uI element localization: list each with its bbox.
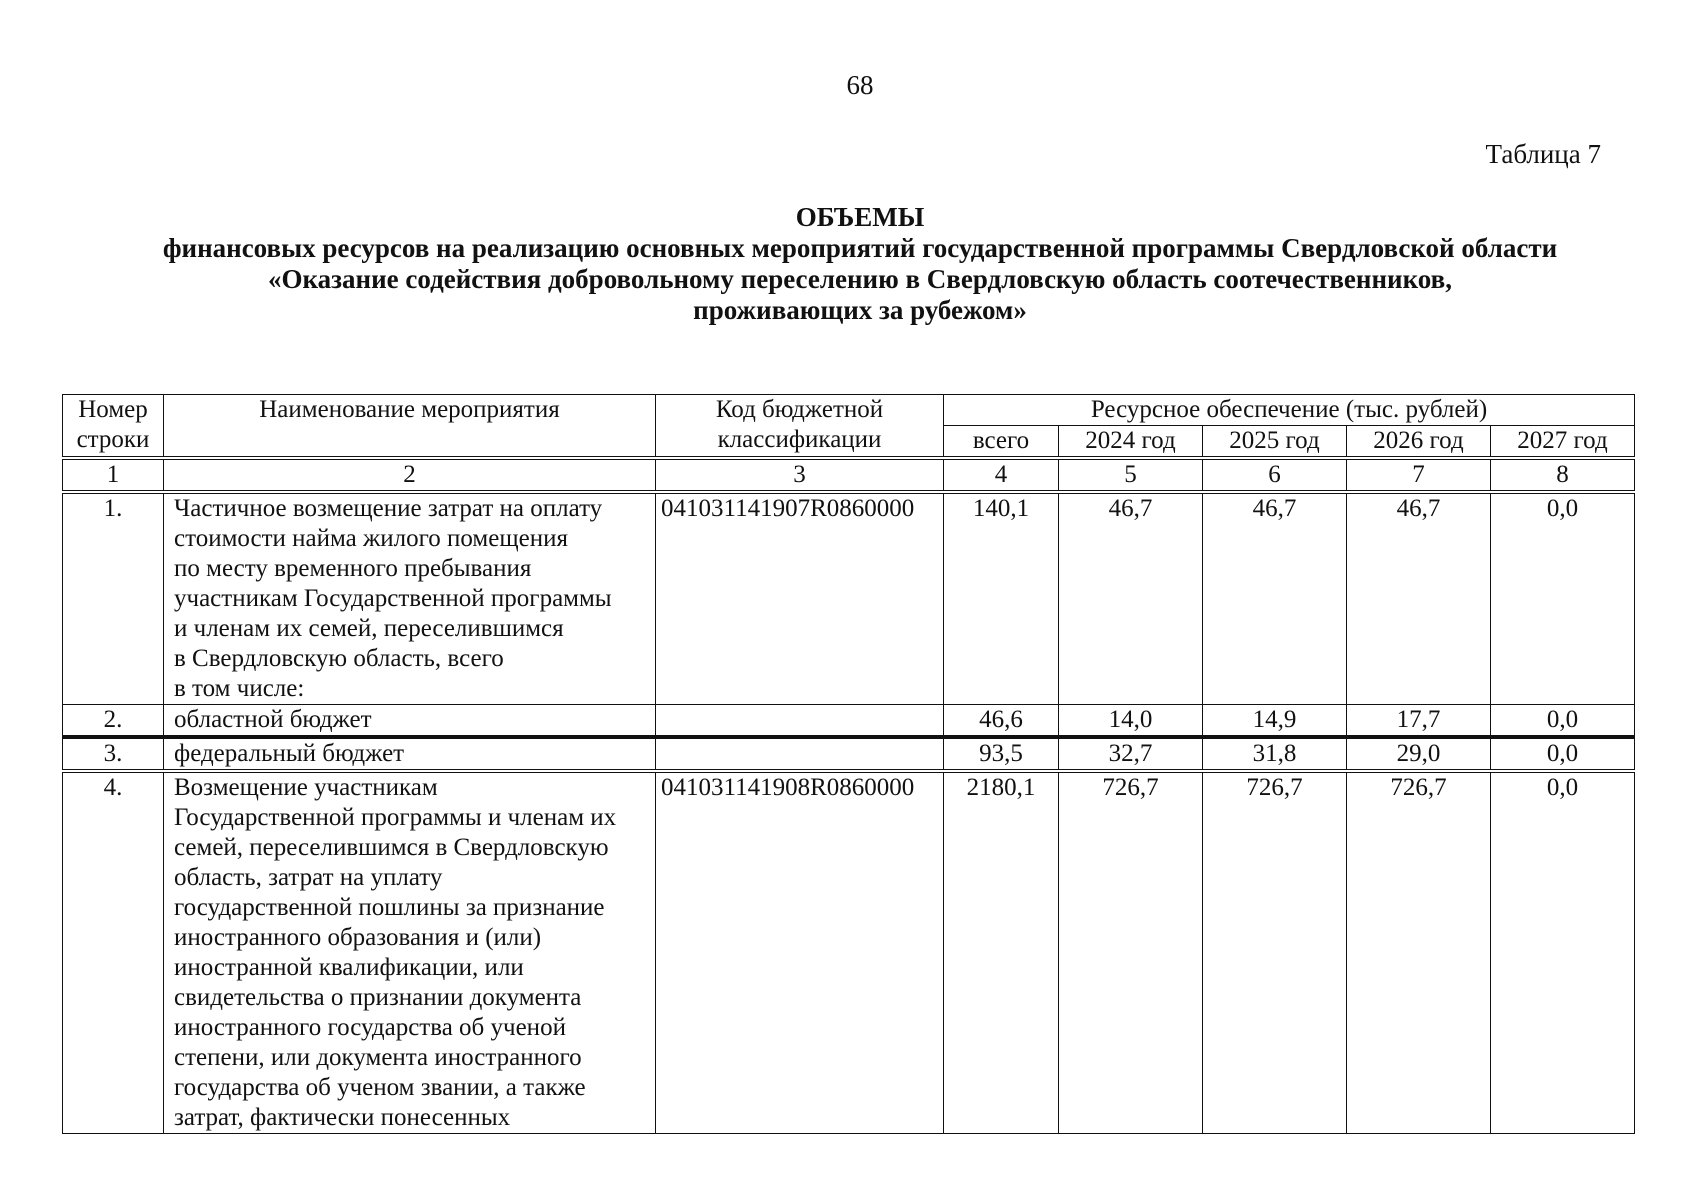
row-number: 2. [63,705,164,738]
row-number: 4. [63,771,164,1134]
table-row [63,771,1635,1134]
title-line-4: проживающих за рубежом» [693,295,1027,325]
page-number: 68 [846,70,874,100]
financial-resources-table [62,394,1635,1134]
header-2024: 2024 год [1059,426,1203,459]
row-2026: 29,0 [1347,737,1491,771]
row-name-line: по месту временного пребывания [174,555,532,582]
column-number: 2 [164,458,656,492]
row-name [164,771,656,1134]
row-2024: 32,7 [1059,737,1203,771]
row-name-line: стоимости найма жилого помещения [174,525,568,552]
header-row-number [63,395,164,459]
header-2025: 2025 год [1203,426,1347,459]
row-name-line: в том числе: [174,675,305,702]
row-budget-code [656,737,944,771]
row-name-line: и членам их семей, переселившимся [174,615,564,642]
column-number: 8 [1491,458,1635,492]
column-number: 1 [63,458,164,492]
row-name-line: государства об ученом звании, а также [174,1074,586,1101]
row-name-line: иностранного образования и (или) [174,924,542,951]
row-name-line: иностранной квалификации, или [174,954,524,981]
row-2024: 726,7 [1059,771,1203,1134]
header-code-line-2: классификации [717,426,882,453]
row-total: 46,6 [944,705,1059,738]
header-name-text: Наименование мероприятия [259,396,560,423]
header-code [656,395,944,459]
row-2026: 17,7 [1347,705,1491,738]
column-number: 6 [1203,458,1347,492]
row-name-line: свидетельства о признании документа [174,984,582,1011]
column-number-row [63,458,1635,492]
row-name: федеральный бюджет [164,737,656,771]
document-title [0,202,1707,326]
row-name-line: семей, переселившимся в Свердловскую [174,834,609,861]
row-name-line: в Свердловскую область, всего [174,645,504,672]
header-code-line-1: Код бюджетной [715,396,884,423]
header-total: всего [944,426,1059,459]
row-budget-code [656,705,944,738]
row-total: 93,5 [944,737,1059,771]
row-number: 3. [63,737,164,771]
table-row [63,705,1635,738]
table-label: Таблица 7 [1485,139,1601,169]
row-2026: 726,7 [1347,771,1491,1134]
header-name [164,395,656,459]
row-2025: 726,7 [1203,771,1347,1134]
row-budget-code: 041031141908R0860000 [656,771,944,1134]
row-2025: 46,7 [1203,492,1347,705]
column-number: 3 [656,458,944,492]
row-name-line: степени, или документа иностранного [174,1044,582,1071]
row-name-line: затрат, фактически понесенных [174,1104,511,1131]
header-resources-text: Ресурсное обеспечение (тыс. рублей) [1090,396,1488,423]
row-name-line: государственной пошлины за признание [174,894,605,921]
row-2027: 0,0 [1491,705,1635,738]
row-name-line: Государственной программы и членам их [174,804,617,831]
row-2027: 0,0 [1491,737,1635,771]
header-2026: 2026 год [1347,426,1491,459]
row-name [164,492,656,705]
table-header-row [63,395,1635,426]
column-number: 4 [944,458,1059,492]
title-line-3: «Оказание содействия добровольному переселению в Свердловскую область соотечественников, [268,264,1452,294]
row-total: 140,1 [944,492,1059,705]
row-name-line: участникам Государственной программы [174,585,612,612]
row-name-line: Частичное возмещение затрат на оплату [174,495,603,522]
row-2024: 46,7 [1059,492,1203,705]
title-line-1: ОБЪЕМЫ [795,202,925,232]
column-number: 7 [1347,458,1491,492]
header-2027: 2027 год [1491,426,1635,459]
header-resources [944,395,1635,426]
row-2027: 0,0 [1491,492,1635,705]
title-line-2: финансовых ресурсов на реализацию основных мероприятий государственной программы Свердловской области [162,233,1558,263]
row-name: областной бюджет [164,705,656,738]
row-name-line: иностранного государства об ученой [174,1014,566,1041]
row-2025: 14,9 [1203,705,1347,738]
table-row [63,737,1635,771]
row-number: 1. [63,492,164,705]
row-2027: 0,0 [1491,771,1635,1134]
row-2025: 31,8 [1203,737,1347,771]
row-name-line: область, затрат на уплату [174,864,443,891]
row-name-line: Возмещение участникам [174,774,438,801]
row-budget-code: 041031141907R0860000 [656,492,944,705]
row-2026: 46,7 [1347,492,1491,705]
row-2024: 14,0 [1059,705,1203,738]
header-row-number-line-2: строки [76,426,150,453]
column-number: 5 [1059,458,1203,492]
table-row [63,492,1635,705]
header-row-number-line-1: Номер [78,396,148,423]
row-total: 2180,1 [944,771,1059,1134]
